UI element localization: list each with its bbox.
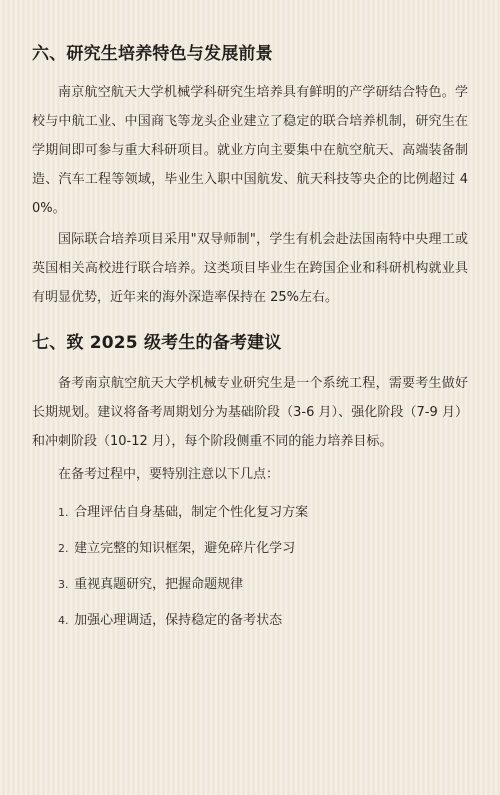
list-item-text: 建立完整的知识框架，避免碎片化学习 — [74, 541, 296, 556]
list-item-number: 2. — [58, 542, 69, 555]
section-6-title: 六、研究生培养特色与发展前景 — [32, 44, 273, 64]
list-item-number: 4. — [58, 614, 69, 627]
tips-intro: 在备考过程中，要特别注意以下几点： — [58, 467, 280, 482]
list-item-number: 3. — [58, 578, 69, 591]
list-item-text: 重视真题研究，把握命题规律 — [74, 577, 244, 592]
section-6-paragraph-1: 南京航空航天大学机械学科研究生培养具有鲜明的产学研结合特色。学校与中航工业、中国商飞等龙头企业建立了稳定的联合培养机制，研究生在学期间即可参与重大科研项目。就业方向主要集中在航空航天、高端装备制造、汽车工程等领域，毕业生入职中国航发、航天科技等央企的比例超过 40%。 — [32, 85, 468, 216]
list-item — [58, 495, 468, 531]
section-6-paragraph-2: 国际联合培养项目采用"双导师制"，学生有机会赴法国南特中央理工或英国相关高校进行联合培养。这类项目毕业生在跨国企业和科研机构就业具有明显优势，近年来的海外深造率保持在 25%左右。 — [32, 232, 468, 305]
list-item-number: 1. — [58, 506, 69, 519]
section-7-title: 七、致 2025 级考生的备考建议 — [32, 333, 282, 353]
tips-list — [32, 495, 468, 639]
list-item-text: 加强心理调适，保持稳定的备考状态 — [74, 613, 283, 628]
list-item — [58, 603, 468, 639]
list-item — [58, 531, 468, 567]
list-item-text: 合理评估自身基础，制定个性化复习方案 — [74, 505, 309, 520]
list-item — [58, 567, 468, 603]
section-7-paragraph-1: 备考南京航空航天大学机械专业研究生是一个系统工程，需要考生做好长期规划。建议将备考周期划分为基础阶段（3-6 月）、强化阶段（7-9 月）和冲刺阶段（10-12 月），每个阶段侧重不同的能力培养目标。 — [32, 376, 468, 449]
